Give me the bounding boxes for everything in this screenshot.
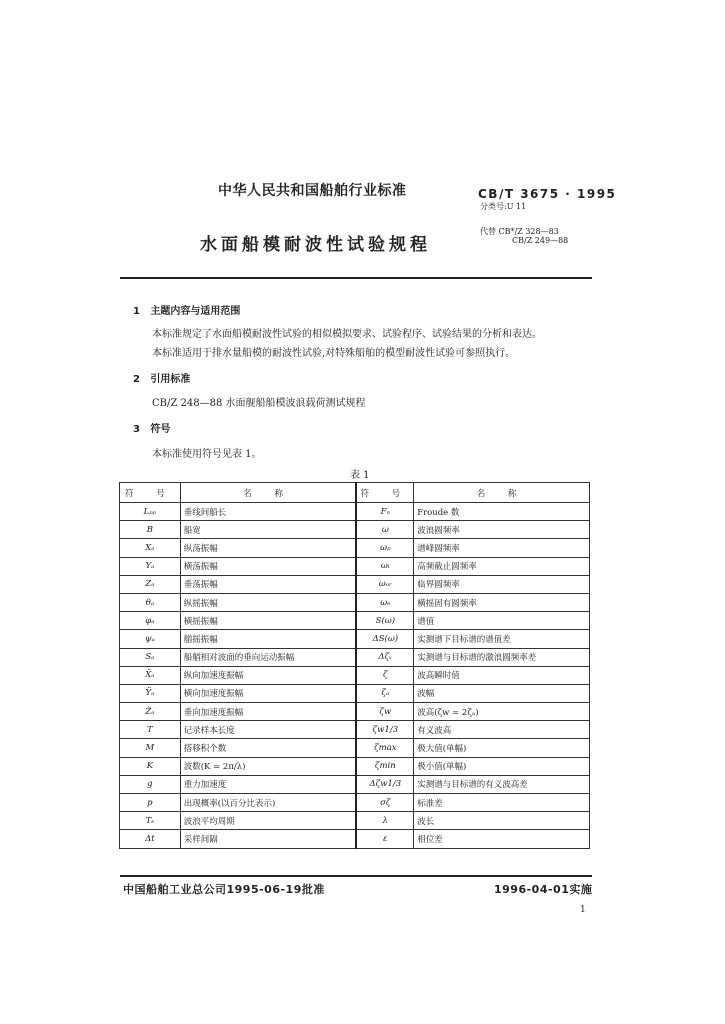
name-left-cell: 采样间隔 xyxy=(180,830,356,848)
symbol-right-cell: ζw1/3 xyxy=(356,721,413,739)
table-row xyxy=(120,557,590,575)
symbol-left-cell: φₐ xyxy=(120,612,181,630)
name-right-cell: 有义波高 xyxy=(414,721,590,739)
section-2-heading: 2 引用标准 xyxy=(133,374,191,385)
implementation-date: 1996-04-01实施 xyxy=(494,883,593,896)
symbol-left-cell: Ÿₐ xyxy=(120,684,181,702)
section-3-paragraph-1: 本标准使用符号见表 1。 xyxy=(152,449,262,460)
header-name-left: 名 称 xyxy=(180,483,356,503)
table-caption: 表 1 xyxy=(350,470,370,481)
name-left-cell: 垂线间船长 xyxy=(180,503,356,521)
symbol-right-cell: S(ω) xyxy=(356,612,413,630)
header-rule xyxy=(120,277,592,279)
symbol-right-cell: ζmax xyxy=(356,739,413,757)
symbol-left-cell: M xyxy=(120,739,181,757)
name-right-cell: 实测谱下目标谱的谱值差 xyxy=(414,630,590,648)
replaces-line-2: CB/Z 249—88 xyxy=(512,236,569,245)
symbol-left-cell: Sₐ xyxy=(120,648,181,666)
header-symbol-right: 符 号 xyxy=(356,483,413,503)
symbol-left-cell: Xₐ xyxy=(120,539,181,557)
table-row xyxy=(120,775,590,793)
symbol-left-cell: K xyxy=(120,757,181,775)
name-left-cell: 横向加速度振幅 xyxy=(180,684,356,702)
symbol-right-cell: Δζᵥ xyxy=(356,648,413,666)
table-row xyxy=(120,575,590,593)
name-left-cell: 垂荡振幅 xyxy=(180,575,356,593)
symbol-right-cell: ωₗ xyxy=(356,557,413,575)
symbol-left-cell: Tₛ xyxy=(120,812,181,830)
symbol-left-cell: B xyxy=(120,521,181,539)
symbol-right-cell: ωₒᵣ xyxy=(356,575,413,593)
name-left-cell: 艏摇振幅 xyxy=(180,630,356,648)
table-row xyxy=(120,539,590,557)
symbol-right-cell: ωₑ xyxy=(356,593,413,611)
replaces-line-1: 代替 CB*/Z 328—83 xyxy=(480,227,559,236)
name-left-cell: 纵摇振幅 xyxy=(180,593,356,611)
symbol-left-cell: ψₐ xyxy=(120,630,181,648)
table-row xyxy=(120,830,590,848)
symbol-left-cell: Yₐ xyxy=(120,557,181,575)
symbol-right-cell: Δζw1/3 xyxy=(356,775,413,793)
name-left-cell: 出现概率(以百分比表示) xyxy=(180,794,356,812)
name-right-cell: 波幅 xyxy=(414,684,590,702)
name-right-cell: 极大值(单幅) xyxy=(414,739,590,757)
name-left-cell: 纵向加速度振幅 xyxy=(180,666,356,684)
table-row xyxy=(120,630,590,648)
symbol-right-cell: λ xyxy=(356,812,413,830)
symbols-table xyxy=(119,482,590,849)
symbol-right-cell: σζ xyxy=(356,794,413,812)
section-1-paragraph-2: 本标准适用于排水量船模的耐波性试验,对特殊船舶的模型耐波性试验可参照执行。 xyxy=(152,348,516,359)
table-row xyxy=(120,666,590,684)
table-header-row xyxy=(120,483,590,503)
table-row xyxy=(120,684,590,702)
symbol-left-cell: Lₚₚ xyxy=(120,503,181,521)
table-row xyxy=(120,794,590,812)
name-left-cell: 记录样本长度 xyxy=(180,721,356,739)
symbol-left-cell: Δt xyxy=(120,830,181,848)
symbol-right-cell: ωₚ xyxy=(356,539,413,557)
name-right-cell: 高频截止圆频率 xyxy=(414,557,590,575)
name-left-cell: 横荡振幅 xyxy=(180,557,356,575)
name-right-cell: 横摇固有圆频率 xyxy=(414,593,590,611)
symbol-right-cell: ε xyxy=(356,830,413,848)
name-right-cell: 极小值(单幅) xyxy=(414,757,590,775)
header-symbol-left: 符 号 xyxy=(120,483,181,503)
name-right-cell: 谱值 xyxy=(414,612,590,630)
symbol-right-cell: ΔS(ω) xyxy=(356,630,413,648)
name-right-cell: 相位差 xyxy=(414,830,590,848)
table-row xyxy=(120,739,590,757)
name-left-cell: 波浪平均周期 xyxy=(180,812,356,830)
symbol-left-cell: θₐ xyxy=(120,593,181,611)
table-row xyxy=(120,648,590,666)
name-right-cell: 波高(ζw = 2ζₐ) xyxy=(414,703,590,721)
approval-date: 中国船舶工业总公司1995-06-19批准 xyxy=(123,883,325,896)
symbol-right-cell: ζmin xyxy=(356,757,413,775)
name-right-cell: 标准差 xyxy=(414,794,590,812)
section-2-paragraph-1: CB/Z 248—88 水面舰船船模波浪载荷测试规程 xyxy=(152,398,366,409)
name-right-cell: Froude 数 xyxy=(414,503,590,521)
header-name-right: 名 称 xyxy=(414,483,590,503)
symbol-left-cell: g xyxy=(120,775,181,793)
symbol-left-cell: T xyxy=(120,721,181,739)
name-left-cell: 重力加速度 xyxy=(180,775,356,793)
name-right-cell: 实测谱与目标谱的激浪圆频率差 xyxy=(414,648,590,666)
document-title: 水面船模耐波性试验规程 xyxy=(200,235,431,255)
classification-number: 分类号:U 11 xyxy=(480,202,527,211)
symbol-left-cell: Z̈ₐ xyxy=(120,703,181,721)
symbol-left-cell: Zₐ xyxy=(120,575,181,593)
table-row xyxy=(120,812,590,830)
name-right-cell: 波长 xyxy=(414,812,590,830)
symbol-left-cell: p xyxy=(120,794,181,812)
name-right-cell: 谱峰圆频率 xyxy=(414,539,590,557)
symbol-right-cell: ζ xyxy=(356,666,413,684)
table-row xyxy=(120,521,590,539)
footer-rule xyxy=(120,875,592,877)
name-right-cell: 波浪圆频率 xyxy=(414,521,590,539)
name-left-cell: 纵荡振幅 xyxy=(180,539,356,557)
table-row xyxy=(120,612,590,630)
table-row xyxy=(120,503,590,521)
standard-number: CB/T 3675 · 1995 xyxy=(478,187,617,201)
name-left-cell: 横摇振幅 xyxy=(180,612,356,630)
section-3-heading: 3 符号 xyxy=(133,424,171,435)
symbol-right-cell: ω xyxy=(356,521,413,539)
name-left-cell: 搭移积个数 xyxy=(180,739,356,757)
name-left-cell: 船宽 xyxy=(180,521,356,539)
name-left-cell: 船艏相对波面的垂向运动振幅 xyxy=(180,648,356,666)
symbol-right-cell: Fₙ xyxy=(356,503,413,521)
page-number: 1 xyxy=(580,905,586,915)
table-row xyxy=(120,703,590,721)
symbol-left-cell: Ẍₐ xyxy=(120,666,181,684)
section-1-paragraph-1: 本标准规定了水面船模耐波性试验的相似模拟要求、试验程序、试验结果的分析和表达。 xyxy=(152,329,542,340)
section-1-heading: 1 主题内容与适用范围 xyxy=(133,306,241,317)
name-left-cell: 垂向加速度振幅 xyxy=(180,703,356,721)
symbol-right-cell: ζₐ xyxy=(356,684,413,702)
name-right-cell: 实测谱与目标谱的有义波高差 xyxy=(414,775,590,793)
table-row xyxy=(120,593,590,611)
table-row xyxy=(120,757,590,775)
table-row xyxy=(120,721,590,739)
name-right-cell: 临界圆频率 xyxy=(414,575,590,593)
name-right-cell: 波高瞬时值 xyxy=(414,666,590,684)
symbol-right-cell: ζw xyxy=(356,703,413,721)
name-left-cell: 波数(K = 2π/λ) xyxy=(180,757,356,775)
issuing-authority: 中华人民共和国船舶行业标准 xyxy=(218,183,407,199)
